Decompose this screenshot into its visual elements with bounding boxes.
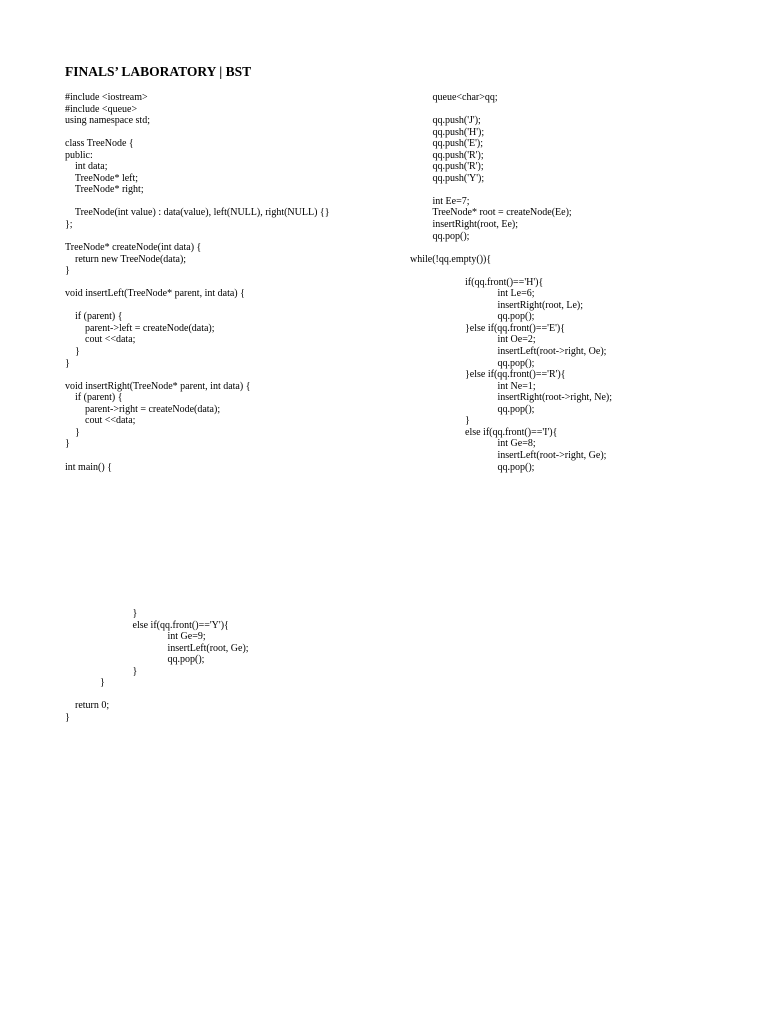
document-title: FINALS’ LABORATORY | BST [65,64,252,79]
code-column-bottom: } else if(qq.front()=='Y'){ int Ge=9; insertLeft(root, Ge); qq.pop(); } } return 0; } [65,608,249,723]
code-column-right: queue<char>qq; qq.push('J'); qq.push('H'); qq.push('E'); qq.push('R'); qq.push('R'); qq.push('Y'); int Ee=7; TreeNode* root = createNode(Ee); insertRight(root, Ee); qq.pop(); while(!qq.empty()){ if(qq.front()=='H'){ int Le=6; insertRight(root, Le); qq.pop(); }else if(qq.front()=='E'){ int Oe=2; insertLeft(root->right, Oe); qq.pop(); }else if(qq.front()=='R'){ int Ne=1; insertRight(root->right, Ne); qq.pop(); } else if(qq.front()=='I'){ int Ge=8; insertLeft(root->right, Ge); qq.pop(); [410,92,613,473]
code-column-left: #include <iostream> #include <queue> using namespace std; class TreeNode { public: int data; TreeNode* left; TreeNode* right; TreeNode(int value) : data(value), left(NULL), right(NULL) {} }; TreeNode* createNode(int data) { return new TreeNode(data); } void insertLeft(TreeNode* parent, int data) { if (parent) { parent->left = createNode(data); cout <<data; } } void insertRight(TreeNode* parent, int data) { if (parent) { parent->right = createNode(data); cout <<data; } } int main() { [65,92,330,473]
